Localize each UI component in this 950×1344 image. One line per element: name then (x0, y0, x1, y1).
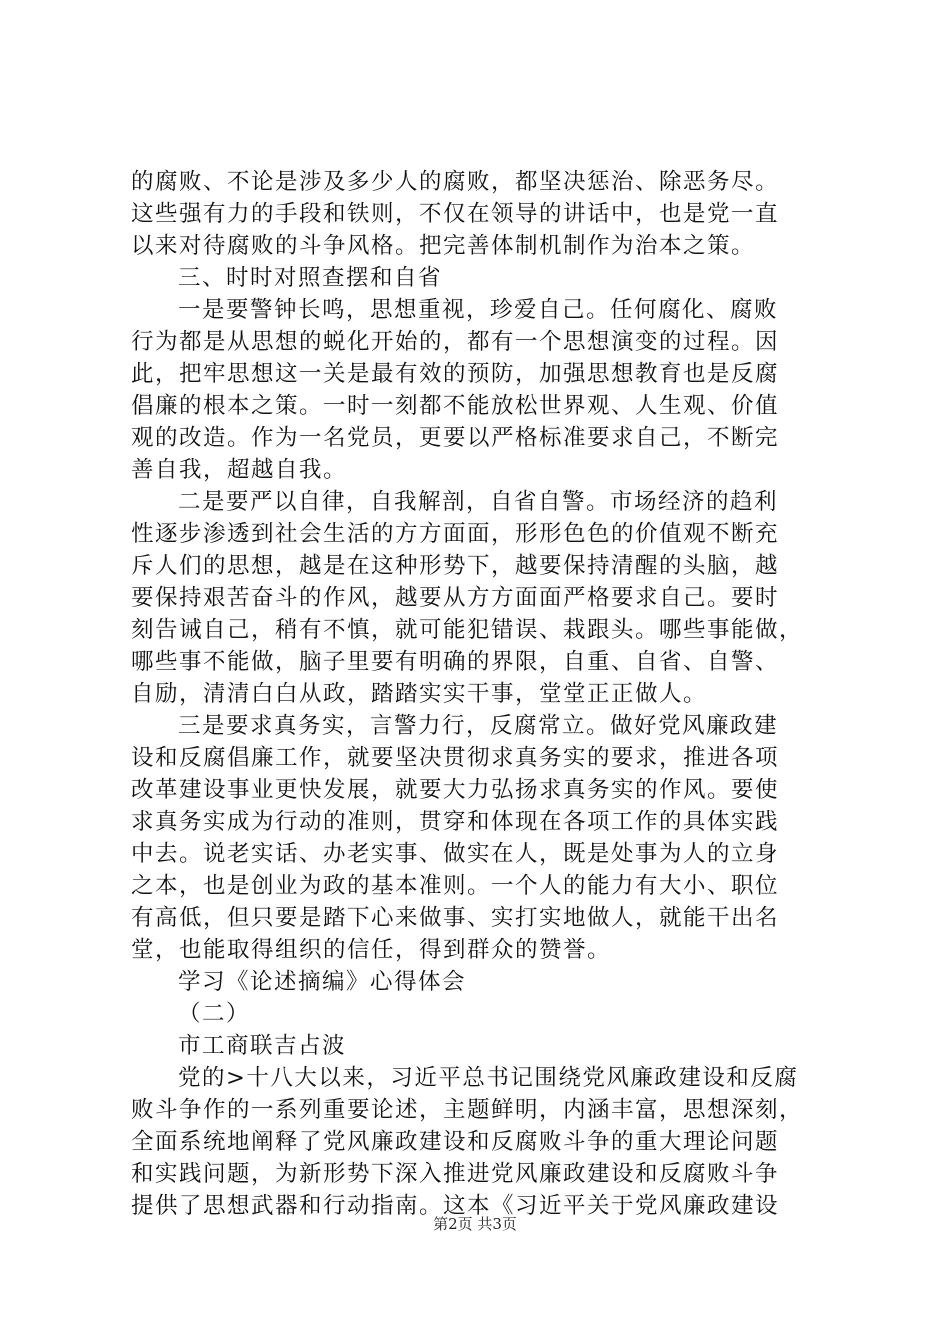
text-line: 斥人们的思想，越是在这种形势下，越要保持清醒的头脑，越 (131, 553, 780, 579)
text-line: 二是要严以自律，自我解剖，自省自警。市场经济的趋利 (178, 489, 779, 515)
text-line: 党的>十八大以来，习近平总书记围绕党风廉政建设和反腐 (178, 1065, 799, 1091)
text-line: 学习《论述摘编》心得体会 (178, 969, 467, 995)
text-line: 行为都是从思想的蜕化开始的，都有一个思想演变的过程。因 (131, 329, 780, 355)
text-line: 有高低，但只要是踏下心来做事、实打实地做人，就能干出名 (131, 905, 780, 931)
text-line: 观的改造。作为一名党员，更要以严格标准要求自己，不断完 (131, 425, 780, 451)
text-line: 性逐步渗透到社会生活的方方面面，形形色色的价值观不断充 (131, 521, 780, 547)
text-line: 之本，也是创业为政的基本准则。一个人的能力有大小、职位 (131, 873, 780, 899)
text-line: 一是要警钟长鸣，思想重视，珍爱自己。任何腐化、腐败 (178, 297, 779, 323)
text-line: 和实践问题，为新形势下深入推进党风廉政建设和反腐败斗争 (131, 1161, 780, 1187)
text-line: 改革建设事业更快发展，就要大力弘扬求真务实的作风。要使 (131, 777, 780, 803)
text-line: （二） (178, 1001, 251, 1027)
text-line: 败斗争作的一系列重要论述，主题鲜明，内涵丰富，思想深刻， (131, 1097, 804, 1123)
text-line: 的腐败、不论是涉及多少人的腐败，都坚决惩治、除恶务尽。 (131, 169, 780, 195)
text-line: 三、时时对照查摆和自省 (178, 265, 443, 291)
text-line: 提供了思想武器和行动指南。这本《习近平关于党风廉政建设 (131, 1193, 780, 1219)
text-line: 善自我，超越自我。 (131, 457, 348, 483)
text-line: 要保持艰苦奋斗的作风，越要从方方面面严格要求自己。要时 (131, 585, 780, 611)
document-body (131, 166, 831, 1222)
text-line: 堂，也能取得组织的信任，得到群众的赞誉。 (131, 937, 612, 963)
text-line: 刻告诫自己，稍有不慎，就可能犯错误、栽跟头。哪些事能做， (131, 617, 804, 643)
text-line: 求真务实成为行动的准则，贯穿和体现在各项工作的具体实践 (131, 809, 780, 835)
text-line: 自励，清清白白从政，踏踏实实干事，堂堂正正做人。 (131, 681, 708, 707)
page-footer: 第2页 共3页 (433, 1215, 517, 1233)
text-line: 中去。说老实话、办老实事、做实在人，既是处事为人的立身 (131, 841, 780, 867)
text-line: 这些强有力的手段和铁则，不仅在领导的讲话中，也是党一直 (131, 201, 780, 227)
text-line: 设和反腐倡廉工作，就要坚决贯彻求真务实的要求，推进各项 (131, 745, 780, 771)
text-line: 哪些事不能做，脑子里要有明确的界限，自重、自省、自警、 (131, 649, 780, 675)
text-line: 以来对待腐败的斗争风格。把完善体制机制作为治本之策。 (131, 233, 756, 259)
text-line: 三是要求真务实，言警力行，反腐常立。做好党风廉政建 (178, 713, 779, 739)
text-line: 市工商联吉占波 (178, 1033, 347, 1059)
text-line: 全面系统地阐释了党风廉政建设和反腐败斗争的重大理论问题 (131, 1129, 780, 1155)
text-line: 此，把牢思想这一关是最有效的预防，加强思想教育也是反腐 (131, 361, 780, 387)
text-line: 倡廉的根本之策。一时一刻都不能放松世界观、人生观、价值 (131, 393, 780, 419)
